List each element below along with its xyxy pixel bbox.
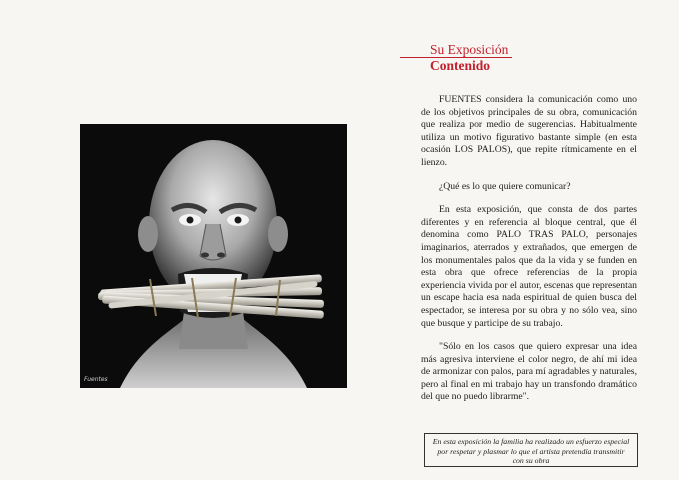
paragraph-intro: FUENTES considera la comunicación como uno de los objetivos principales de su obra, comunicación que realiza por medio de sugerencias. Habitualmente utiliza un motivo figurativo bastante simple (en esta ocasión LOS PALOS), que repite rítmicamente en el lienzo. bbox=[421, 94, 637, 168]
family-note-box bbox=[424, 433, 638, 467]
heading-title: Su Exposición bbox=[400, 42, 512, 58]
artist-signature: Fuentes bbox=[84, 376, 108, 383]
painting-figure-with-sticks bbox=[80, 124, 347, 388]
artwork-image bbox=[80, 124, 347, 388]
heading-subtitle: Contenido bbox=[430, 58, 491, 73]
section-heading bbox=[430, 42, 512, 74]
paragraph-question: ¿Qué es lo que quiere comunicar? bbox=[439, 180, 571, 192]
paragraph-exhibition: En esta exposición, que consta de dos partes diferentes y en referencia al bloque central, que él denomina como PALO TRAS PALO, personajes imaginarios, aterrados y extrañados, que emergen de los monumentales palos que da la vida y se funden en esta obra que ofrece referencias de la propia experiencia vivida por el autor, escenas que representan un escape hacia esa nada espiritual de quien busca del espectador, se interesa por su obra y no sólo vea, sino que busque y participe de su trabajo. bbox=[421, 204, 637, 329]
paragraph-quote: "Sólo en los casos que quiero expresar una idea más agresiva interviene el color negro, de ahí mi idea de armonizar con palos, para mí agradables y naturales, pero al final en mi trabajo hay un transfondo dramático del que no puedo librarme". bbox=[421, 341, 637, 403]
body-text bbox=[421, 94, 637, 415]
family-note-text: En esta exposición la familia ha realizado un esfuerzo especial por respetar y plasmar lo que el artista pretendía transmitir con su obra bbox=[432, 437, 630, 466]
